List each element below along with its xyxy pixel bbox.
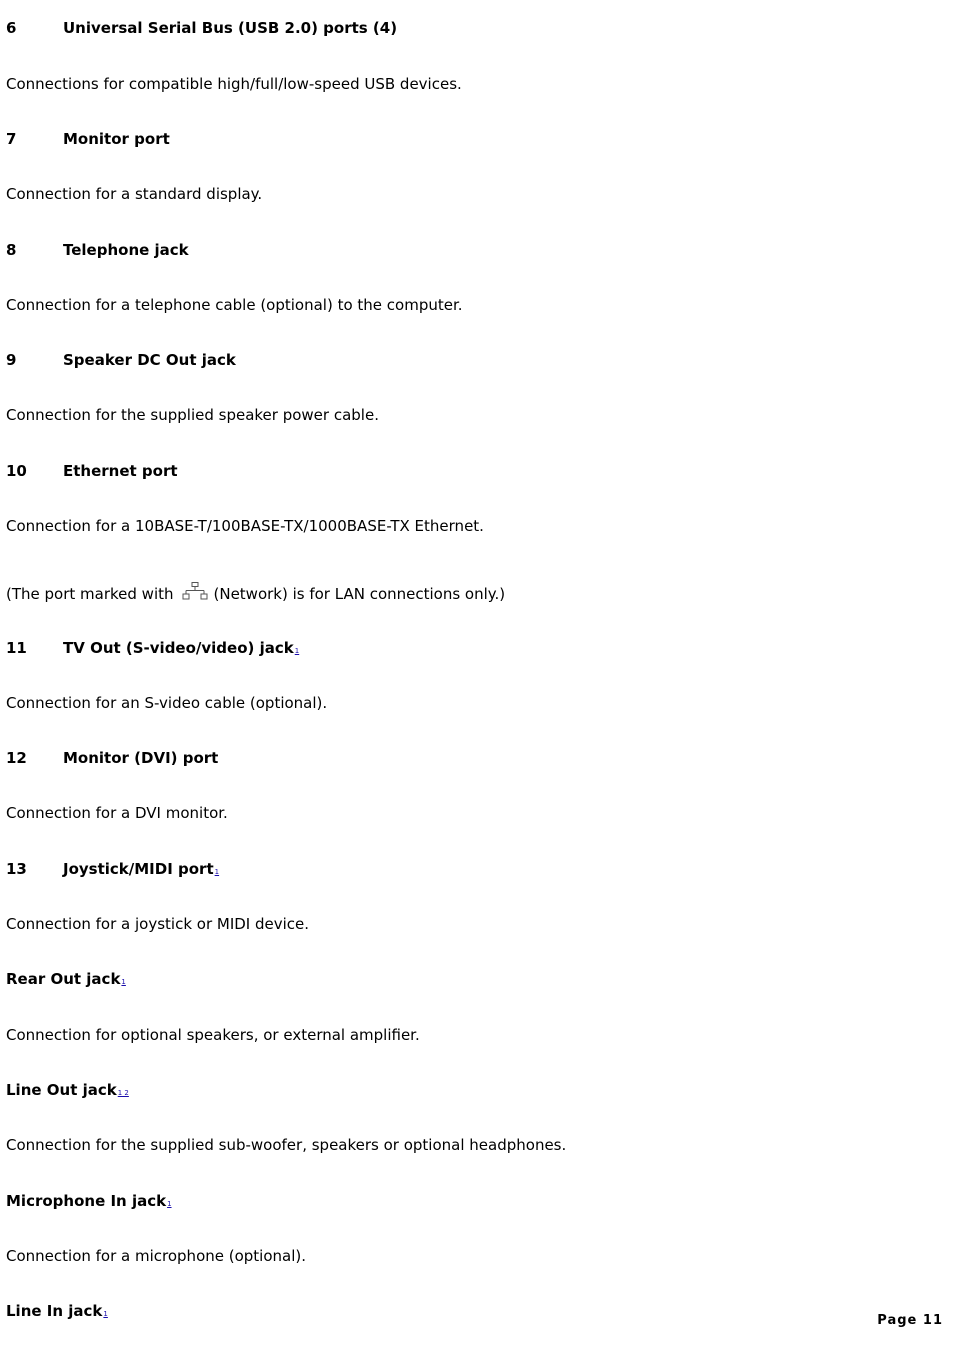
section-desc-10: Connection for a 10BASE-T/100BASE-TX/1000BASE-TX Ethernet. — [6, 517, 484, 535]
section-number: 8 — [6, 241, 17, 259]
section-desc-8: Connection for a telephone cable (optional) to the computer. — [6, 296, 463, 314]
section-desc-12: Connection for a DVI monitor. — [6, 804, 228, 822]
page-number: Page 11 — [877, 1313, 943, 1328]
network-note — [6, 582, 505, 607]
network-note-before: (The port marked with — [6, 585, 174, 603]
footnote-link[interactable]: 1 — [167, 1200, 172, 1208]
section-title: Telephone jack — [63, 241, 189, 259]
section-number: 7 — [6, 130, 17, 148]
section-number: 11 — [6, 639, 27, 657]
section-title: Universal Serial Bus (USB 2.0) ports (4) — [63, 19, 398, 37]
subsection-heading-microphone-in — [6, 1191, 172, 1214]
section-title: Joystick/MIDI port — [63, 860, 214, 878]
footnote-link[interactable]: 1 — [103, 1310, 108, 1318]
section-heading-6 — [6, 18, 397, 38]
section-number: 10 — [6, 462, 27, 480]
section-desc-7: Connection for a standard display. — [6, 185, 263, 203]
section-heading-12 — [6, 748, 218, 768]
subsection-desc-microphone-in: Connection for a microphone (optional). — [6, 1247, 307, 1265]
section-heading-11 — [6, 638, 299, 661]
subsection-heading-line-out — [6, 1080, 129, 1103]
subsection-title: Line In jack — [6, 1302, 103, 1320]
subsection-desc-rear-out: Connection for optional speakers, or external amplifier. — [6, 1026, 420, 1044]
network-icon — [182, 582, 208, 607]
subsection-heading-rear-out — [6, 969, 126, 992]
section-title: TV Out (S-video/video) jack — [63, 639, 294, 657]
section-heading-7 — [6, 129, 170, 149]
section-title: Ethernet port — [63, 462, 178, 480]
subsection-title: Line Out jack — [6, 1081, 117, 1099]
section-heading-10 — [6, 461, 178, 481]
subsection-title: Rear Out jack — [6, 970, 121, 988]
subsection-title: Microphone In jack — [6, 1192, 167, 1210]
section-number: 12 — [6, 749, 27, 767]
section-heading-8 — [6, 240, 189, 260]
footnote-link[interactable]: 1 — [294, 647, 300, 655]
section-title: Monitor (DVI) port — [63, 749, 219, 767]
footnote-link[interactable]: 1 — [214, 868, 220, 876]
section-desc-6: Connections for compatible high/full/low-speed USB devices. — [6, 75, 462, 93]
subsection-heading-line-in — [6, 1301, 108, 1324]
section-heading-9 — [6, 350, 236, 370]
section-title: Speaker DC Out jack — [63, 351, 236, 369]
section-desc-11: Connection for an S-video cable (optional). — [6, 694, 328, 712]
section-number: 6 — [6, 19, 17, 37]
subsection-desc-line-out: Connection for the supplied sub-woofer, speakers or optional headphones. — [6, 1136, 567, 1154]
section-number: 9 — [6, 351, 17, 369]
network-note-after: (Network) is for LAN connections only.) — [213, 585, 506, 603]
section-heading-13 — [6, 859, 219, 882]
section-desc-9: Connection for the supplied speaker power cable. — [6, 406, 379, 424]
section-number: 13 — [6, 860, 27, 878]
section-title: Monitor port — [63, 130, 170, 148]
section-desc-13: Connection for a joystick or MIDI device. — [6, 915, 310, 933]
footnote-link[interactable]: 1 — [121, 978, 126, 986]
footnote-link[interactable]: 1 2 — [117, 1089, 129, 1097]
